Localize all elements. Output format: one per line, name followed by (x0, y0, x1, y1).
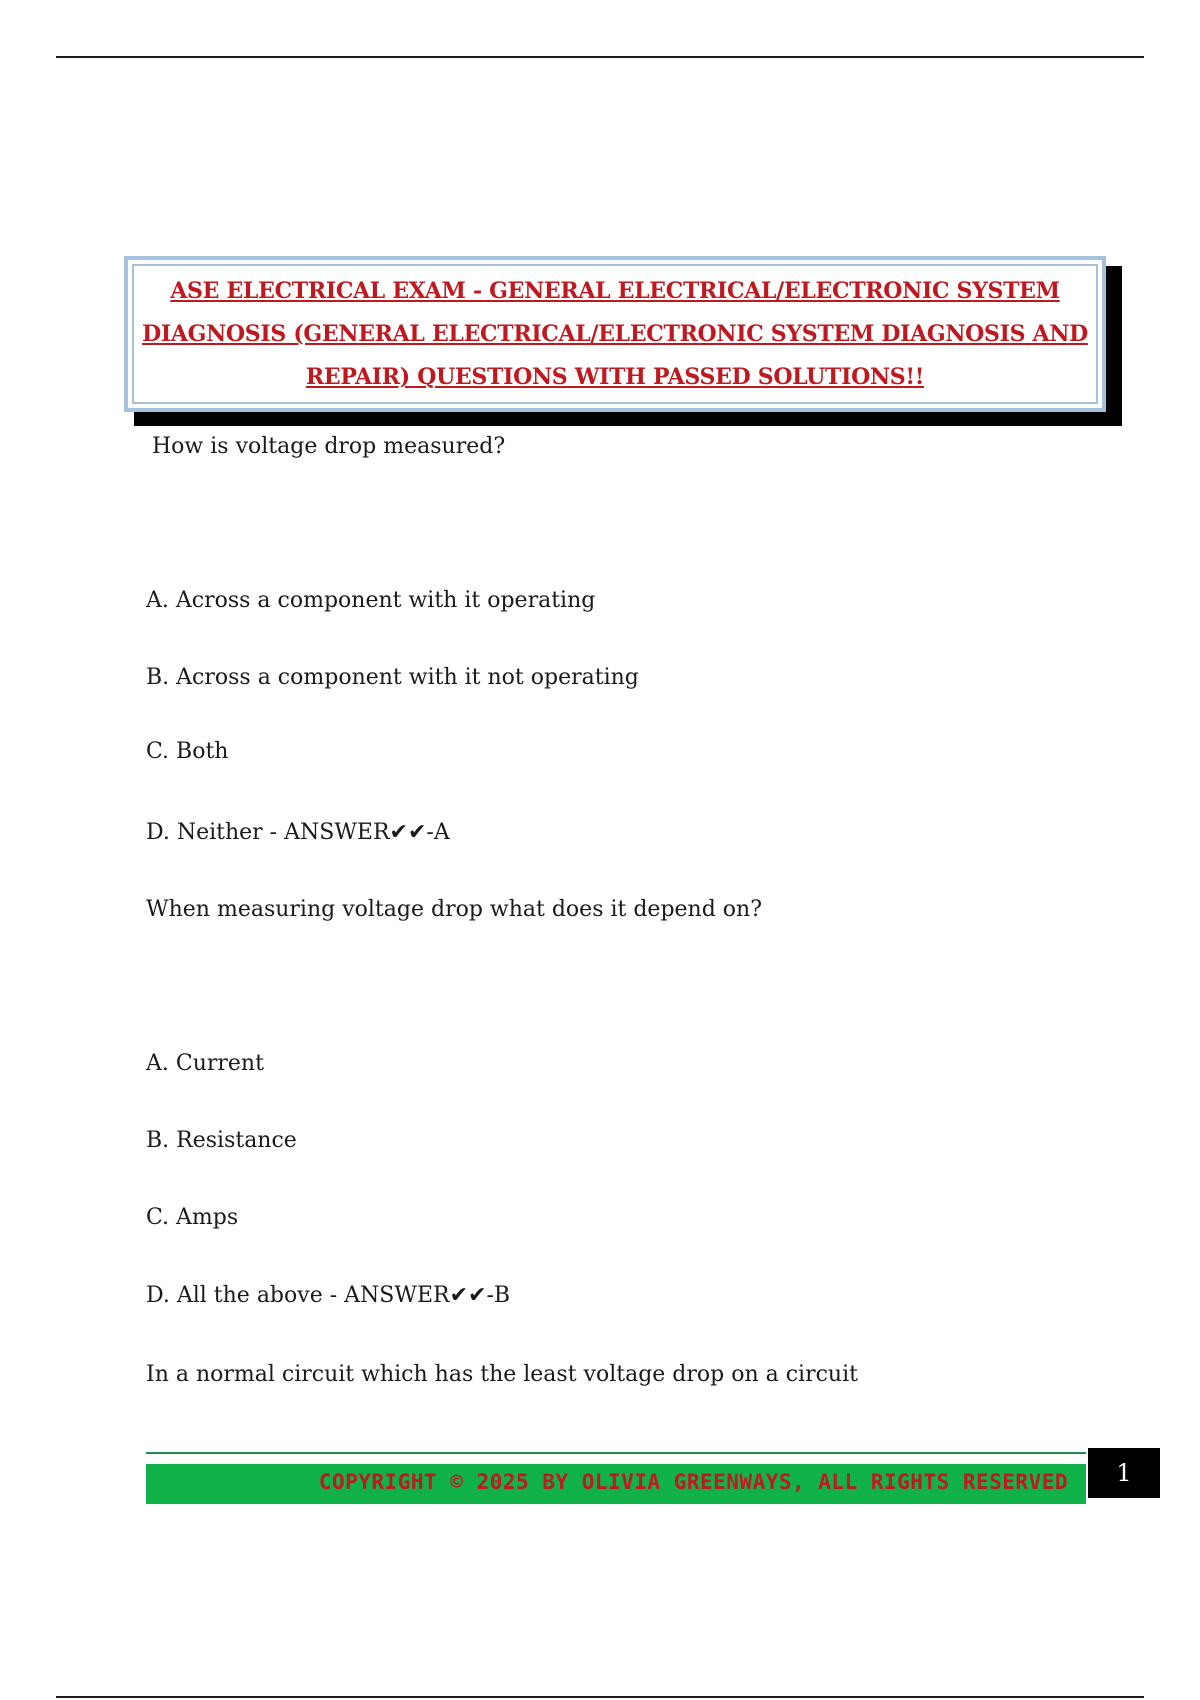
document-title (138, 270, 1092, 399)
question-2-option-c: C. Amps (146, 1205, 239, 1230)
question-1-option-d-answer: D. Neither - ANSWER✔✔-A (146, 820, 450, 845)
header-rule (56, 56, 1144, 58)
question-2-option-a: A. Current (146, 1051, 264, 1076)
title-line-1: ASE ELECTRICAL EXAM - GENERAL ELECTRICAL/ELECTRONIC SYSTEM (170, 278, 1060, 304)
question-1-option-a: A. Across a component with it operating (146, 588, 596, 613)
footer-bar (146, 1464, 1086, 1504)
question-2-option-d-answer: D. All the above - ANSWER✔✔-B (146, 1283, 511, 1308)
question-2-option-b: B. Resistance (146, 1128, 297, 1153)
title-line-3: REPAIR) QUESTIONS WITH PASSED SOLUTIONS!! (305, 364, 925, 390)
title-box (124, 256, 1106, 412)
question-3-text: In a normal circuit which has the least voltage drop on a circuit (146, 1362, 858, 1387)
title-line-2: DIAGNOSIS (GENERAL ELECTRICAL/ELECTRONIC SYSTEM DIAGNOSIS AND (142, 321, 1088, 347)
question-1-option-c: C. Both (146, 739, 229, 764)
question-1-option-b: B. Across a component with it not operating (146, 665, 639, 690)
question-1-text: How is voltage drop measured? (152, 434, 506, 459)
copyright-notice: COPYRIGHT © 2025 BY OLIVIA GREENWAYS, ALL RIGHTS RESERVED (318, 1470, 1068, 1494)
footer-rule (146, 1452, 1086, 1454)
question-2-text: When measuring voltage drop what does it depend on? (146, 897, 763, 922)
footer-page-rule (56, 1696, 1144, 1698)
page-number: 1 (1088, 1448, 1160, 1498)
